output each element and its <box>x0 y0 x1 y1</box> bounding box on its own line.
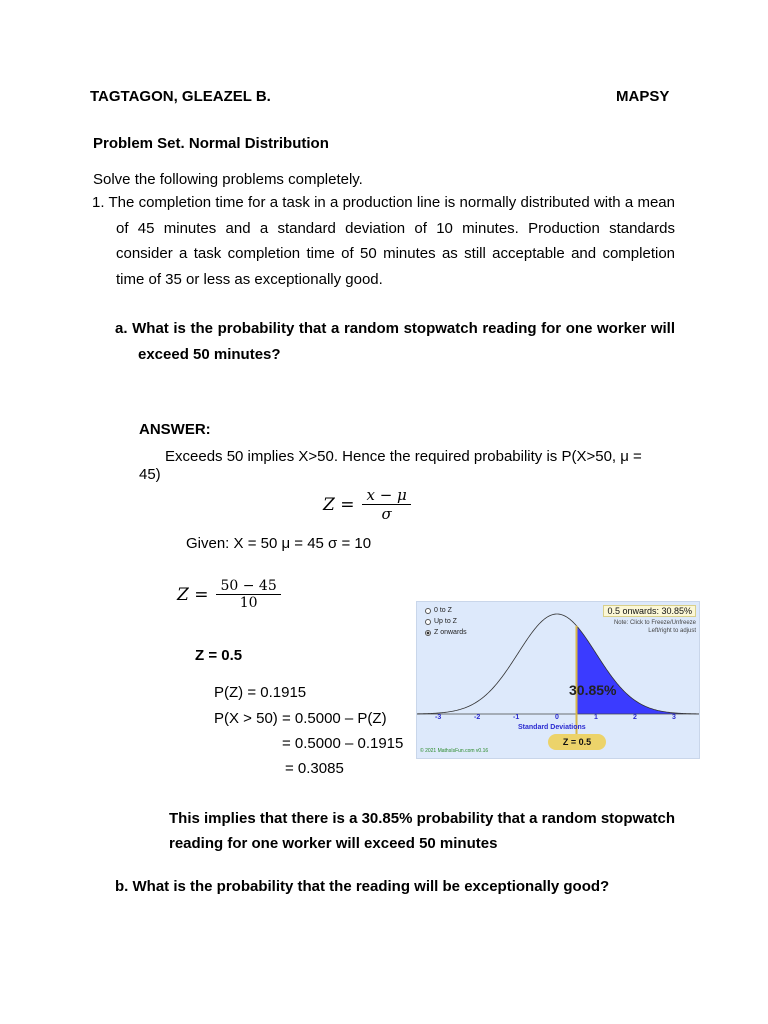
radio-up-to-z[interactable] <box>425 619 431 625</box>
course-code: MAPSY <box>616 88 670 105</box>
z-formula <box>323 486 411 523</box>
question-a: a. What is the probability that a random stopwatch reading for one worker will exceed 50 minutes? <box>115 320 675 363</box>
shaded-area-label: 30.85% <box>569 682 617 698</box>
radio-z-onwards[interactable] <box>425 630 431 636</box>
conclusion: This implies that there is a 30.85% probability that a random stopwatch reading for one worker will exceed 50 minutes <box>169 810 675 852</box>
shaded-area <box>577 626 700 714</box>
option-z-onwards[interactable]: Z onwards <box>425 629 467 636</box>
student-name: TAGTAGON, GLEAZEL B. <box>90 88 271 105</box>
z-substitution <box>177 578 281 611</box>
z-substitution-numerator: 50 − 45 <box>220 578 277 594</box>
x-tick-label: -1 <box>513 714 520 721</box>
z-substitution-lhs: Z = <box>177 584 209 605</box>
x-tick-label: 0 <box>555 714 559 721</box>
option-up-to-z[interactable]: Up to Z <box>425 618 457 625</box>
z-slider-handle[interactable]: Z = 0.5 <box>548 734 606 750</box>
widget-note-2: Left/right to adjust <box>648 628 696 634</box>
answer-label: ANSWER: <box>139 421 211 438</box>
answer-intro: Exceeds 50 implies X>50. Hence the required probability is P(X>50, μ = 45) <box>139 448 642 483</box>
step-subtract: = 0.5000 – 0.1915 <box>282 735 404 752</box>
given-values: Given: X = 50 μ = 45 σ = 10 <box>186 535 372 552</box>
widget-copyright: © 2021 MathsIsFun.com v0.16 <box>420 748 489 754</box>
step-pz: P(Z) = 0.1915 <box>214 684 307 701</box>
question-b: b. What is the probability that the reading will be exceptionally good? <box>115 878 610 895</box>
x-tick-label: 2 <box>633 714 637 721</box>
normal-distribution-widget[interactable] <box>416 601 700 759</box>
z-formula-lhs: Z = <box>323 494 355 515</box>
step-result: = 0.3085 <box>285 760 344 777</box>
option-0-to-z[interactable]: 0 to Z <box>425 607 452 614</box>
z-formula-numerator: x − μ <box>366 486 407 504</box>
z-result: Z = 0.5 <box>195 647 243 664</box>
problem-1-text: 1. The completion time for a task in a production line is normally distributed with a mean of 45 minutes and a standard deviation of 10 minutes. Production standards consider a task completion time of 50 minutes as still acceptable and completion time of 35 or less as exceptionally good. <box>92 194 675 288</box>
widget-note-1: Note: Click to Freeze/Unfreeze <box>613 620 696 626</box>
x-axis-label: Standard Deviations <box>518 724 586 731</box>
instructions: Solve the following problems completely. <box>93 171 363 188</box>
widget-header: 0.5 onwards: 30.85% <box>603 605 696 617</box>
x-tick-label: 1 <box>594 714 598 721</box>
radio-0-to-z[interactable] <box>425 608 431 614</box>
step-px: P(X > 50) = 0.5000 – P(Z) <box>214 710 387 727</box>
x-tick-label: -2 <box>474 714 481 721</box>
z-substitution-denominator: 10 <box>239 595 258 611</box>
x-tick-label: 3 <box>672 714 676 721</box>
z-formula-denominator: σ <box>381 505 392 523</box>
document-title: Problem Set. Normal Distribution <box>93 135 329 152</box>
x-tick-label: -3 <box>435 714 442 721</box>
